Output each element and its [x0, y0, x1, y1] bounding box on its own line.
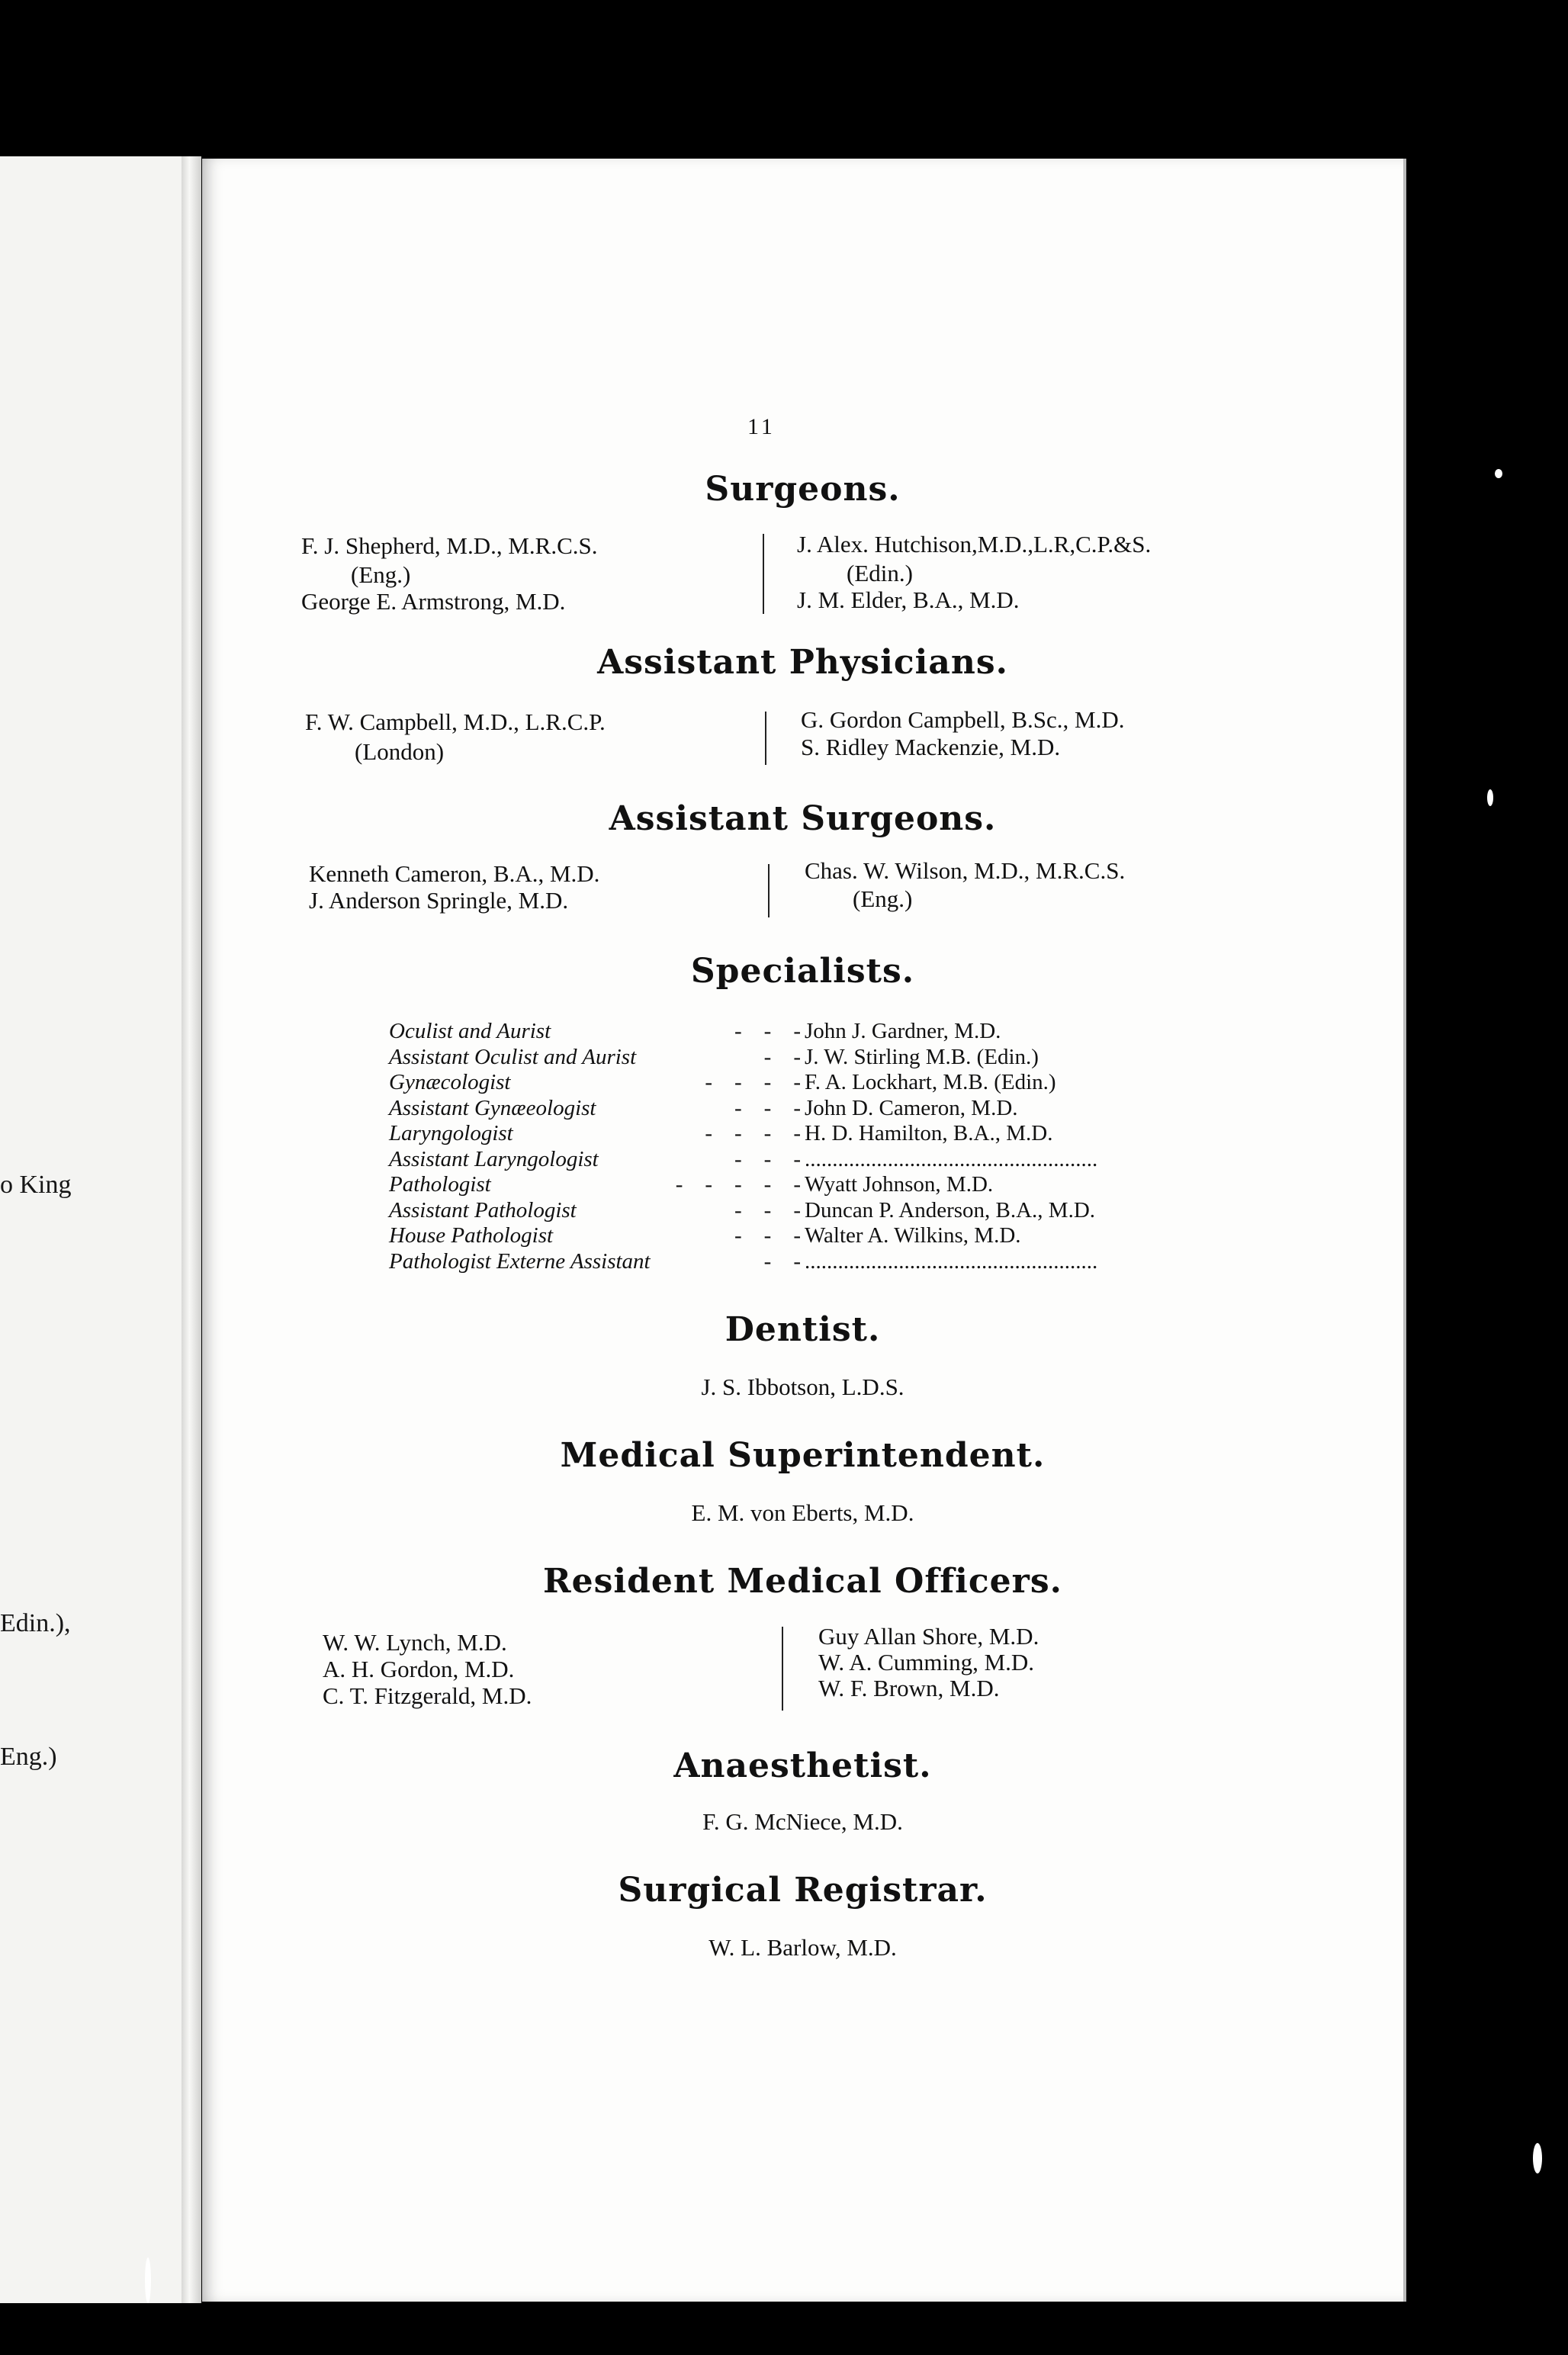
section-heading-anaesthetist: Anaesthetist. [673, 1746, 932, 1785]
section-heading-medical-superintendent: Medical Superintendent. [560, 1436, 1046, 1475]
section-heading-specialists: Specialists. [690, 952, 915, 991]
specialist-leader-dashes: - - - [734, 1223, 801, 1248]
specialist-name: Duncan P. Anderson, B.A., M.D. [805, 1197, 1096, 1222]
surgical-registrar-name: W. L. Barlow, M.D. [708, 1934, 897, 1961]
surgeon-right: (Edin.) [847, 560, 913, 586]
speck [1533, 2143, 1542, 2173]
assistant-surgeon-left: Kenneth Cameron, B.A., M.D. [309, 860, 600, 887]
specialist-row [389, 1174, 993, 1196]
resident-officer-right: W. A. Cumming, M.D. [818, 1649, 1035, 1675]
specialist-leader-dashes: - - - [734, 1019, 801, 1043]
specialist-name: Wyatt Johnson, M.D. [805, 1172, 994, 1197]
assistant-physician-right: S. Ridley Mackenzie, M.D. [801, 734, 1061, 760]
surgeon-right: J. Alex. Hutchison,M.D.,L.R,C.P.&S. [797, 531, 1152, 557]
specialist-role: Laryngologist [389, 1121, 513, 1145]
assistant-physician-right: G. Gordon Campbell, B.Sc., M.D. [801, 706, 1125, 733]
assistant-physician-left: F. W. Campbell, M.D., L.R.C.P. [305, 708, 606, 735]
specialist-leader-dashes: - - [763, 1248, 801, 1274]
resident-officer-left: A. H. Gordon, M.D. [323, 1656, 515, 1682]
speck [1487, 789, 1493, 806]
specialist-role: Oculist and Aurist [389, 1019, 551, 1043]
section-heading-resident-medical-officers: Resident Medical Officers. [543, 1562, 1062, 1601]
resident-officer-left: W. W. Lynch, M.D. [323, 1629, 507, 1656]
specialist-name: ..................................................... [805, 1248, 1098, 1274]
specialist-row [389, 1146, 1098, 1171]
resident-officer-right: Guy Allan Shore, M.D. [818, 1623, 1039, 1650]
specialist-row [389, 1071, 1056, 1094]
specialist-role: Pathologist Externe Assistant [389, 1248, 651, 1274]
page-number: 11 [747, 414, 776, 439]
specialist-leader-dashes: - - - [734, 1197, 801, 1222]
specialist-name: ..................................................... [805, 1146, 1098, 1171]
specialist-name: F. A. Lockhart, M.B. (Edin.) [805, 1070, 1056, 1094]
page [202, 159, 1403, 2302]
specialist-leader-dashes: - - - [734, 1146, 801, 1171]
specialist-leader-dashes: - - - - - [675, 1172, 801, 1197]
left-fragment: Eng.) [0, 1743, 57, 1771]
specialist-leader-dashes: - - - - [705, 1121, 801, 1145]
specialist-leader-dashes: - - - [734, 1095, 801, 1120]
surgeon-left: F. J. Shepherd, M.D., M.R.C.S. [301, 532, 598, 559]
specialist-role: Assistant Pathologist [389, 1197, 577, 1222]
specialist-name: John J. Gardner, M.D. [805, 1019, 1001, 1043]
speck [1495, 469, 1502, 478]
page-right-edge [1403, 159, 1406, 2302]
surgeon-right: J. M. Elder, B.A., M.D. [797, 586, 1020, 613]
surgeon-left: (Eng.) [351, 561, 411, 588]
column-divider [782, 1627, 783, 1711]
specialist-row [389, 1046, 1039, 1068]
surgeon-left: George E. Armstrong, M.D. [301, 588, 566, 615]
specialist-row [389, 1097, 1018, 1120]
specialist-row [389, 1225, 1021, 1247]
section-heading-assistant-surgeons: Assistant Surgeons. [609, 799, 997, 838]
assistant-surgeon-right: (Eng.) [853, 885, 913, 912]
specialist-role: Pathologist [389, 1172, 491, 1197]
left-page [0, 156, 191, 2303]
left-fragment: Edin.), [0, 1609, 71, 1637]
dentist-name: J. S. Ibbotson, L.D.S. [701, 1373, 904, 1400]
assistant-physician-left: (London) [355, 738, 445, 765]
specialist-row [389, 1020, 1001, 1043]
medical-superintendent-name: E. M. von Eberts, M.D. [691, 1499, 914, 1526]
resident-officer-right: W. F. Brown, M.D. [818, 1675, 1000, 1701]
specialist-row [389, 1197, 1096, 1222]
specialist-role: House Pathologist [389, 1223, 554, 1248]
left-page-edge [182, 156, 201, 2303]
specialist-name: John D. Cameron, M.D. [805, 1095, 1018, 1120]
column-divider [765, 712, 766, 765]
specialist-role: Assistant Oculist and Aurist [389, 1044, 637, 1069]
specialist-leader-dashes: - - [763, 1044, 801, 1069]
specialist-name: J. W. Stirling M.B. (Edin.) [805, 1044, 1039, 1069]
assistant-surgeon-left: J. Anderson Springle, M.D. [309, 887, 569, 914]
specialist-name: H. D. Hamilton, B.A., M.D. [805, 1121, 1053, 1145]
assistant-surgeon-right: Chas. W. Wilson, M.D., M.R.C.S. [805, 857, 1126, 884]
section-heading-assistant-physicians: Assistant Physicians. [597, 643, 1008, 682]
specialist-role: Gynæcologist [389, 1070, 511, 1094]
column-divider [763, 534, 764, 614]
anaesthetist-name: F. G. McNiece, M.D. [702, 1808, 903, 1835]
resident-officer-left: C. T. Fitzgerald, M.D. [323, 1682, 532, 1709]
section-heading-surgical-registrar: Surgical Registrar. [618, 1871, 988, 1910]
left-fragment: o King [0, 1171, 72, 1199]
specialist-role: Assistant Gynæeologist [389, 1095, 596, 1120]
column-divider [768, 864, 770, 917]
specialist-row [389, 1123, 1052, 1145]
specialist-row [389, 1248, 1098, 1274]
speck [145, 2257, 151, 2303]
specialist-leader-dashes: - - - - [705, 1070, 801, 1094]
section-heading-dentist: Dentist. [725, 1310, 881, 1349]
specialist-role: Assistant Laryngologist [389, 1146, 599, 1171]
specialist-name: Walter A. Wilkins, M.D. [805, 1223, 1021, 1248]
section-heading-surgeons: Surgeons. [705, 470, 901, 509]
